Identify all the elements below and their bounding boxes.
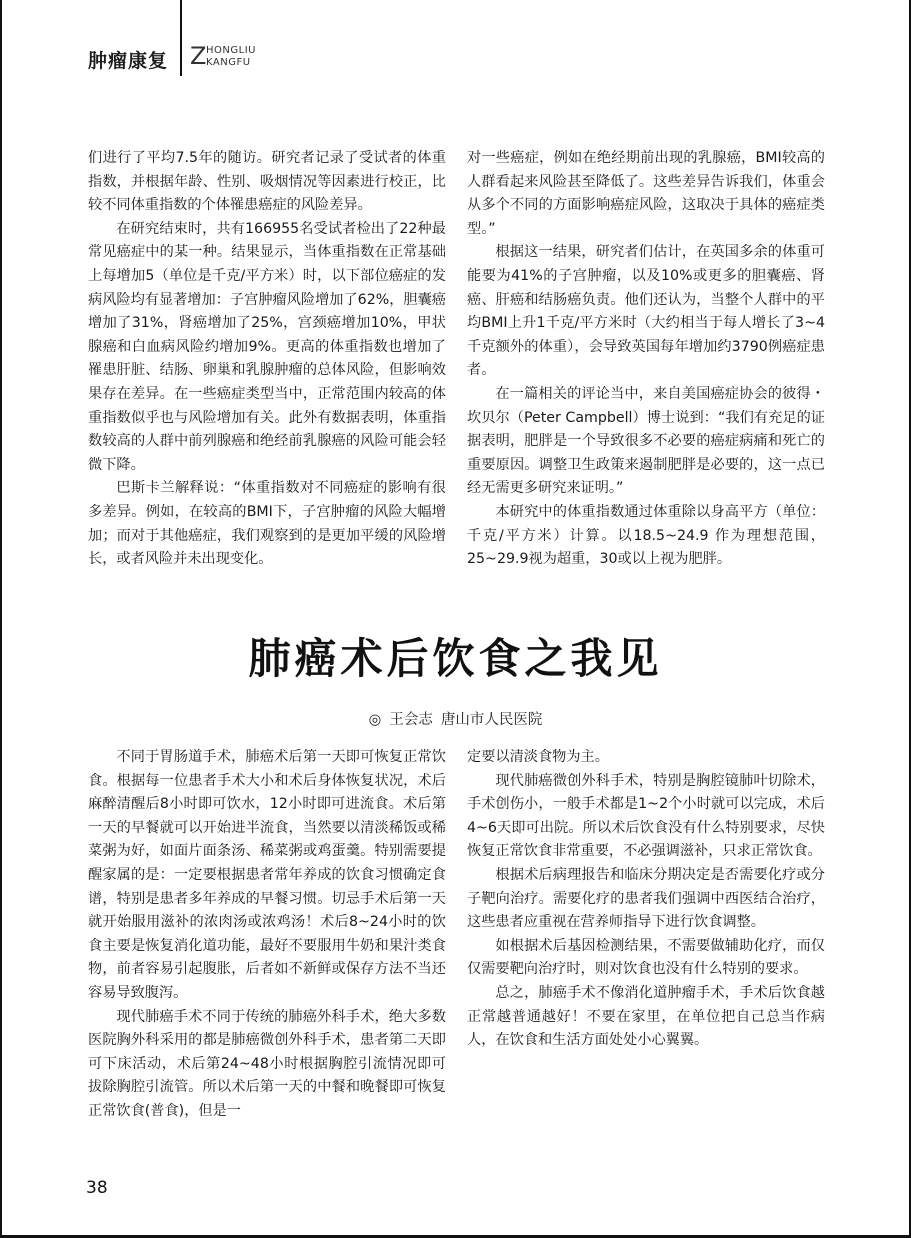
paragraph: 如根据术后基因检测结果，不需要做辅助化疗，而仅仅需要靶向治疗时，则对饮食也没有什么特别的要求。 [467,937,825,978]
paragraph: 不同于胃肠道手术，肺癌术后第一天即可恢复正常饮食。根据每一位患者手术大小和术后身体恢复状况，术后麻醉清醒后8小时即可饮水，12小时即可进流食。术后第一天的早餐就可以开始进半流食，当然要以清淡稀饭或稀菜粥为好，如面片面条汤、稀菜粥或鸡蛋羹。特别需要提醒家属的是：一定要根据患者常年养成的饮食习惯确定食谱，特别是患者多年养成的早餐习惯。切忌手术后第一天就开始服用滋补的浓肉汤或浓鸡汤！术后8~24小时的饮食主要是恢复消化道功能，最好不要服用牛奶和果汁类食物，前者容易引起腹胀，后者如不新鲜或保存方法不当还容易导致腹泻。 [88,749,446,1001]
paragraph: 总之，肺癌手术不像消化道肿瘤手术，手术后饮食越正常越普通越好！不要在家里，在单位把自己总当作病人，在饮食和生活方面处处小心翼翼。 [467,984,825,1049]
article-title: 肺癌术后饮食之我见 [248,634,663,683]
prev-article-right-column [467,147,825,572]
journal-name: 肿瘤康复 [88,50,169,72]
author-affiliation: 唐山市人民医院 [440,712,543,728]
paragraph: 现代肺癌微创外科手术，特别是胸腔镜肺叶切除术，手术创伤小，一般手术都是1~2个小时就可以完成，术后4~6天即可出院。所以术后饮食没有什么特别要求，尽快恢复正常饮食非常重要，不必强调滋补，只求正常饮食。 [467,772,825,860]
prev-article-left-column [88,147,446,572]
article-right-column [467,746,825,1053]
paragraph: 对一些癌症，例如在绝经期前出现的乳腺癌，BMI较高的人群看起来风险甚至降低了。这些差异告诉我们，体重会从多个不同的方面影响癌症风险，这取决于具体的癌症类型。” [467,150,825,237]
journal-logo-line1: HONGLIU [206,45,256,56]
paragraph: 现代肺癌手术不同于传统的肺癌外科手术，绝大多数医院胸外科采用的都是肺癌微创外科手术，患者第二天即可下床活动，术后第24~48小时根据胸腔引流情况即可拔除胸腔引流管。所以术后第一天的中餐和晚餐即可恢复正常饮食(普食)，但是一 [88,1008,446,1119]
article-byline [0,708,911,729]
paragraph: 在一篇相关的评论当中，来自美国癌症协会的彼得・坎贝尔（Peter Campbell）博士说到：“我们有充足的证据表明，肥胖是一个导致很多不必要的癌症病痛和死亡的重要原因。调整卫生政策来遏制肥胖是必要的，这一点已经无需更多研究来证明。” [467,385,825,497]
paragraph: 定要以清淡食物为主。 [467,749,609,765]
byline-mark: ◎ [368,712,382,728]
paragraph: 根据这一结果，研究者们估计，在英国多余的体重可能要为41%的子宫肿瘤，以及10%或更多的胆囊癌、肾癌、肝癌和结肠癌负责。他们还认为，当整个人群中的平均BMI上升1千克/平方米时（大约相当于每人增长了3~4千克额外的体重），会导致英国每年增加约3790例癌症患者。 [467,244,825,379]
header-divider [180,0,182,76]
paragraph: 们进行了平均7.5年的随访。研究者记录了受试者的体重指数，并根据年龄、性别、吸烟情况等因素进行校正，比较不同体重指数的个体罹患癌症的风险差异。 [88,150,446,214]
journal-logo-line2: KANGFU [206,57,251,68]
page-number: 38 [86,1178,108,1198]
author-name: 王会志 [389,712,433,728]
paragraph: 本研究中的体重指数通过体重除以身高平方（单位：千克/平方米）计算。以18.5~24.9 作为理想范围，25~29.9视为超重，30或以上视为肥胖。 [467,503,825,568]
paragraph: 巴斯卡兰解释说：“体重指数对不同癌症的影响有很多差异。例如，在较高的BMI下，子宫肿瘤的风险大幅增加；而对于其他癌症，我们观察到的是更加平缓的风险增长，或者风险并未出现变化。 [88,480,446,568]
paragraph: 在研究结束时，共有166955名受试者检出了22种最常见癌症中的某一种。结果显示，当体重指数在正常基础上每增加5（单位是千克/平方米）时，以下部位癌症的发病风险均有显著增加：子宫肿瘤风险增加了62%，胆囊癌增加了31%，肾癌增加了25%，宫颈癌增加10%，甲状腺癌和白血病风险约增加9%。更高的体重指数也增加了罹患肝脏、结肠、卵巢和乳腺肿瘤的总体风险，但影响效果存在差异。在一些癌症类型当中，正常范围内较高的体重指数似乎也与风险增加有关。此外有数据表明，体重指数较高的人群中前列腺癌和绝经前乳腺癌的风险可能会轻微下降。 [88,220,446,473]
article-left-column [88,746,446,1124]
journal-logo-letter: Z [190,42,207,70]
paragraph: 根据术后病理报告和临床分期决定是否需要化疗或分子靶向治疗。需要化疗的患者我们强调中西医结合治疗，这些患者应重视在营养师指导下进行饮食调整。 [467,866,825,931]
page-left-border [0,0,2,1238]
